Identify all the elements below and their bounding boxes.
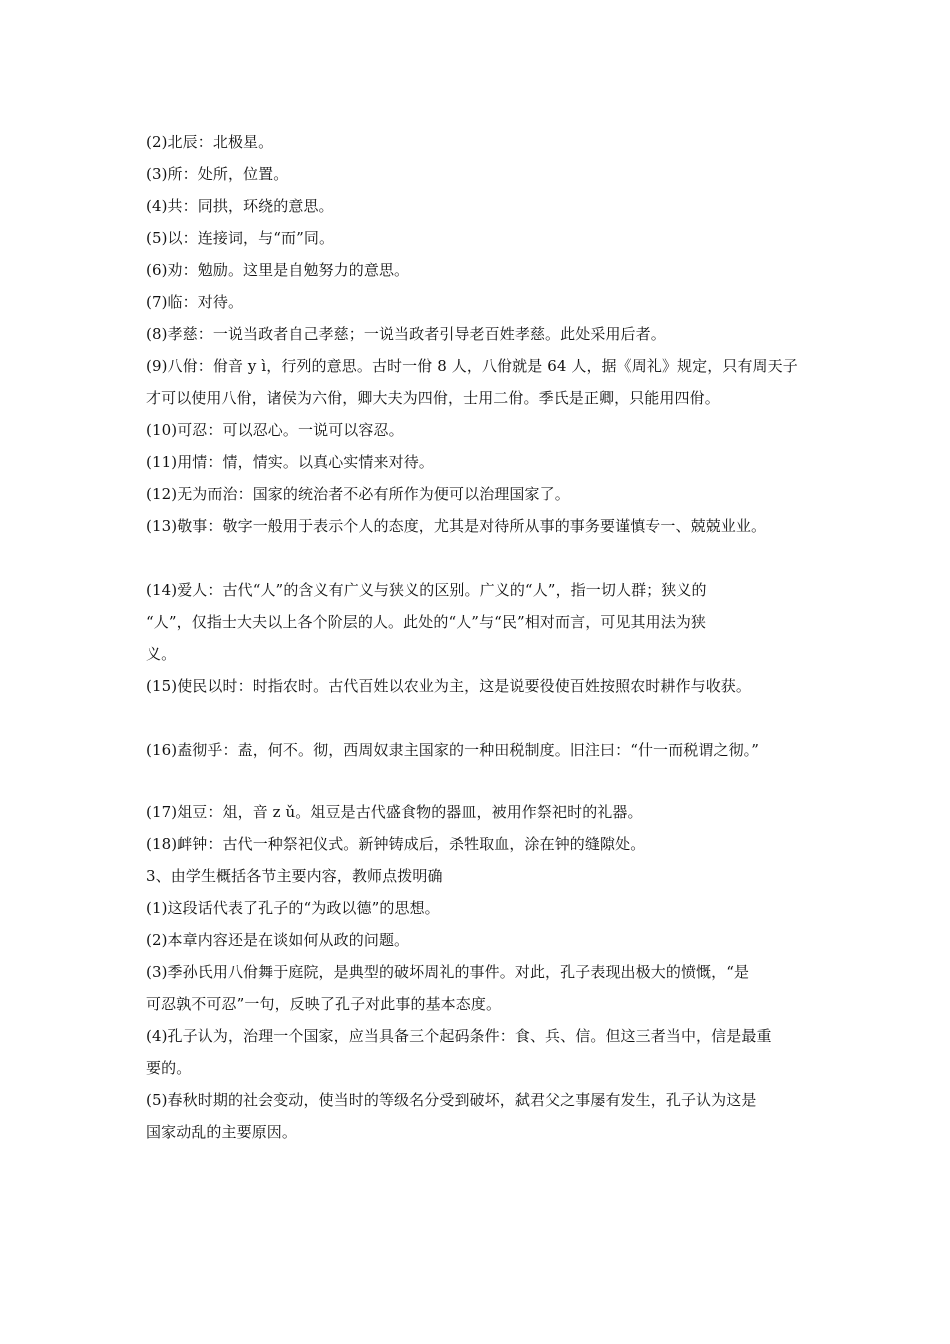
note-7: (7)临：对待。 <box>146 293 244 311</box>
summary-4-line-1: (4)孔子认为，治理一个国家，应当具备三个起码条件：食、兵、信。但这三者当中，信是最重 <box>146 1027 772 1045</box>
summary-2: (2)本章内容还是在谈如何从政的问题。 <box>146 931 410 949</box>
note-14-line-3: 义。 <box>146 645 177 663</box>
note-5: (5)以：连接词，与“而”同。 <box>146 229 335 247</box>
note-14-line-1: (14)爱人：古代“人”的含义有广义与狭义的区别。广义的“人”，指一切人群；狭义的 <box>146 581 707 599</box>
summary-3-line-1: (3)季孙氏用八佾舞于庭院，是典型的破坏周礼的事件。对此，孔子表现出极大的愤慨，“是 <box>146 963 750 981</box>
note-2: (2)北辰：北极星。 <box>146 133 274 151</box>
note-15: (15)使民以时：时指农时。古代百姓以农业为主，这是说要役使百姓按照农时耕作与收获。 <box>146 677 751 695</box>
note-8: (8)孝慈：一说当政者自己孝慈；一说当政者引导老百姓孝慈。此处采用后者。 <box>146 325 666 343</box>
summary-4-line-2: 要的。 <box>146 1059 192 1077</box>
note-14-line-2: “人”，仅指士大夫以上各个阶层的人。此处的“人”与“民”相对而言，可见其用法为狭 <box>146 613 707 631</box>
document-body <box>146 126 818 1148</box>
note-11: (11)用情：情，情实。以真心实情来对待。 <box>146 453 434 471</box>
note-9-line-2: 才可以使用八佾，诸侯为六佾，卿大夫为四佾，士用二佾。季氏是正卿，只能用四佾。 <box>146 389 720 407</box>
note-12: (12)无为而治：国家的统治者不必有所作为便可以治理国家了。 <box>146 485 570 503</box>
note-10: (10)可忍：可以忍心。一说可以容忍。 <box>146 421 404 439</box>
note-4: (4)共：同拱，环绕的意思。 <box>146 197 334 215</box>
note-3: (3)所：处所，位置。 <box>146 165 289 183</box>
summary-3-line-2: 可忍孰不可忍”一句，反映了孔子对此事的基本态度。 <box>146 995 502 1013</box>
note-16: (16)盍彻乎：盍，何不。彻，西周奴隶主国家的一种田税制度。旧注曰：“什一而税谓之彻。” <box>146 741 760 759</box>
summary-5-line-1: (5)春秋时期的社会变动，使当时的等级名分受到破坏，弑君父之事屡有发生，孔子认为这是 <box>146 1091 757 1109</box>
note-9-line-1: (9)八佾：佾音 y ì，行列的意思。古时一佾 8 人，八佾就是 64 人，据《周礼》规定，只有周天子 <box>146 357 798 375</box>
summary-5-line-2: 国家动乱的主要原因。 <box>146 1123 298 1141</box>
note-13: (13)敬事：敬字一般用于表示个人的态度，尤其是对待所从事的事务要谨慎专一、兢兢业业。 <box>146 517 767 535</box>
note-18: (18)衅钟：古代一种祭祀仪式。新钟铸成后，杀牲取血，涂在钟的缝隙处。 <box>146 835 646 853</box>
section-heading: 3、由学生概括各节主要内容，教师点拨明确 <box>146 867 443 885</box>
note-17: (17)俎豆：俎，音 z ǔ。俎豆是古代盛食物的器皿，被用作祭祀时的礼器。 <box>146 803 643 821</box>
summary-1: (1)这段话代表了孔子的“为政以德”的思想。 <box>146 899 440 917</box>
note-6: (6)劝：勉励。这里是自勉努力的意思。 <box>146 261 410 279</box>
